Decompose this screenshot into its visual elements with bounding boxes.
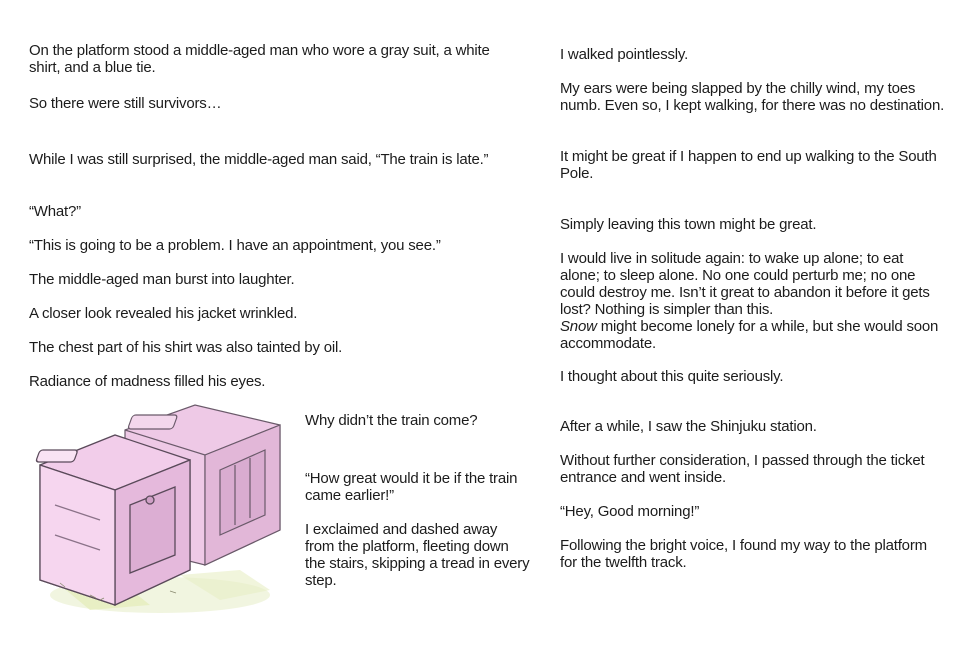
paragraph: I would live in solitude again: to wake up alone; to eat alone; to sleep alone. No one could perturb me; no one could destroy me. Isn’t it great to abandon it before it gets lost? Nothing is simpler than this. (560, 250, 930, 318)
paragraph: “Hey, Good morning!” (560, 503, 700, 520)
paragraph-rest: might become lonely for a while, but she would soon accommodate. (560, 318, 939, 352)
paragraph: “This is going to be a problem. I have an appointment, you see.” (29, 237, 441, 254)
paragraph: The chest part of his shirt was also tainted by oil. (29, 339, 343, 356)
paragraph: After a while, I saw the Shinjuku station. (560, 418, 817, 435)
paragraph: On the platform stood a middle-aged man who wore a gray suit, a white shirt, and a blue tie. (29, 42, 490, 76)
paragraph: A closer look revealed his jacket wrinkled. (29, 305, 298, 322)
paragraph: Radiance of madness filled his eyes. (29, 373, 266, 390)
paragraph: My ears were being slapped by the chilly wind, my toes numb. Even so, I kept walking, for there was no destination. (560, 80, 945, 114)
paragraph: “What?” (29, 203, 81, 220)
paragraph: The middle-aged man burst into laughter. (29, 271, 295, 288)
paragraph (560, 318, 945, 352)
paragraph: Following the bright voice, I found my way to the platform for the twelfth track. (560, 537, 927, 571)
paragraph: I walked pointlessly. (560, 46, 689, 63)
paragraph: Simply leaving this town might be great. (560, 216, 817, 233)
paragraph: Without further consideration, I passed through the ticket entrance and went inside. (560, 452, 925, 486)
suitcases-illustration (30, 395, 300, 625)
paragraph: So there were still survivors… (29, 95, 222, 112)
snow-name: Snow (560, 318, 597, 335)
paragraph: Why didn’t the train come? (305, 412, 478, 429)
paragraph: I thought about this quite seriously. (560, 368, 784, 385)
paragraph: “How great would it be if the train came earlier!” (305, 470, 518, 504)
paragraph: While I was still surprised, the middle-aged man said, “The train is late.” (29, 151, 489, 168)
paragraph: It might be great if I happen to end up walking to the South Pole. (560, 148, 937, 182)
paragraph: I exclaimed and dashed away from the platform, fleeting down the stairs, skipping a tread in every step. (305, 521, 530, 589)
